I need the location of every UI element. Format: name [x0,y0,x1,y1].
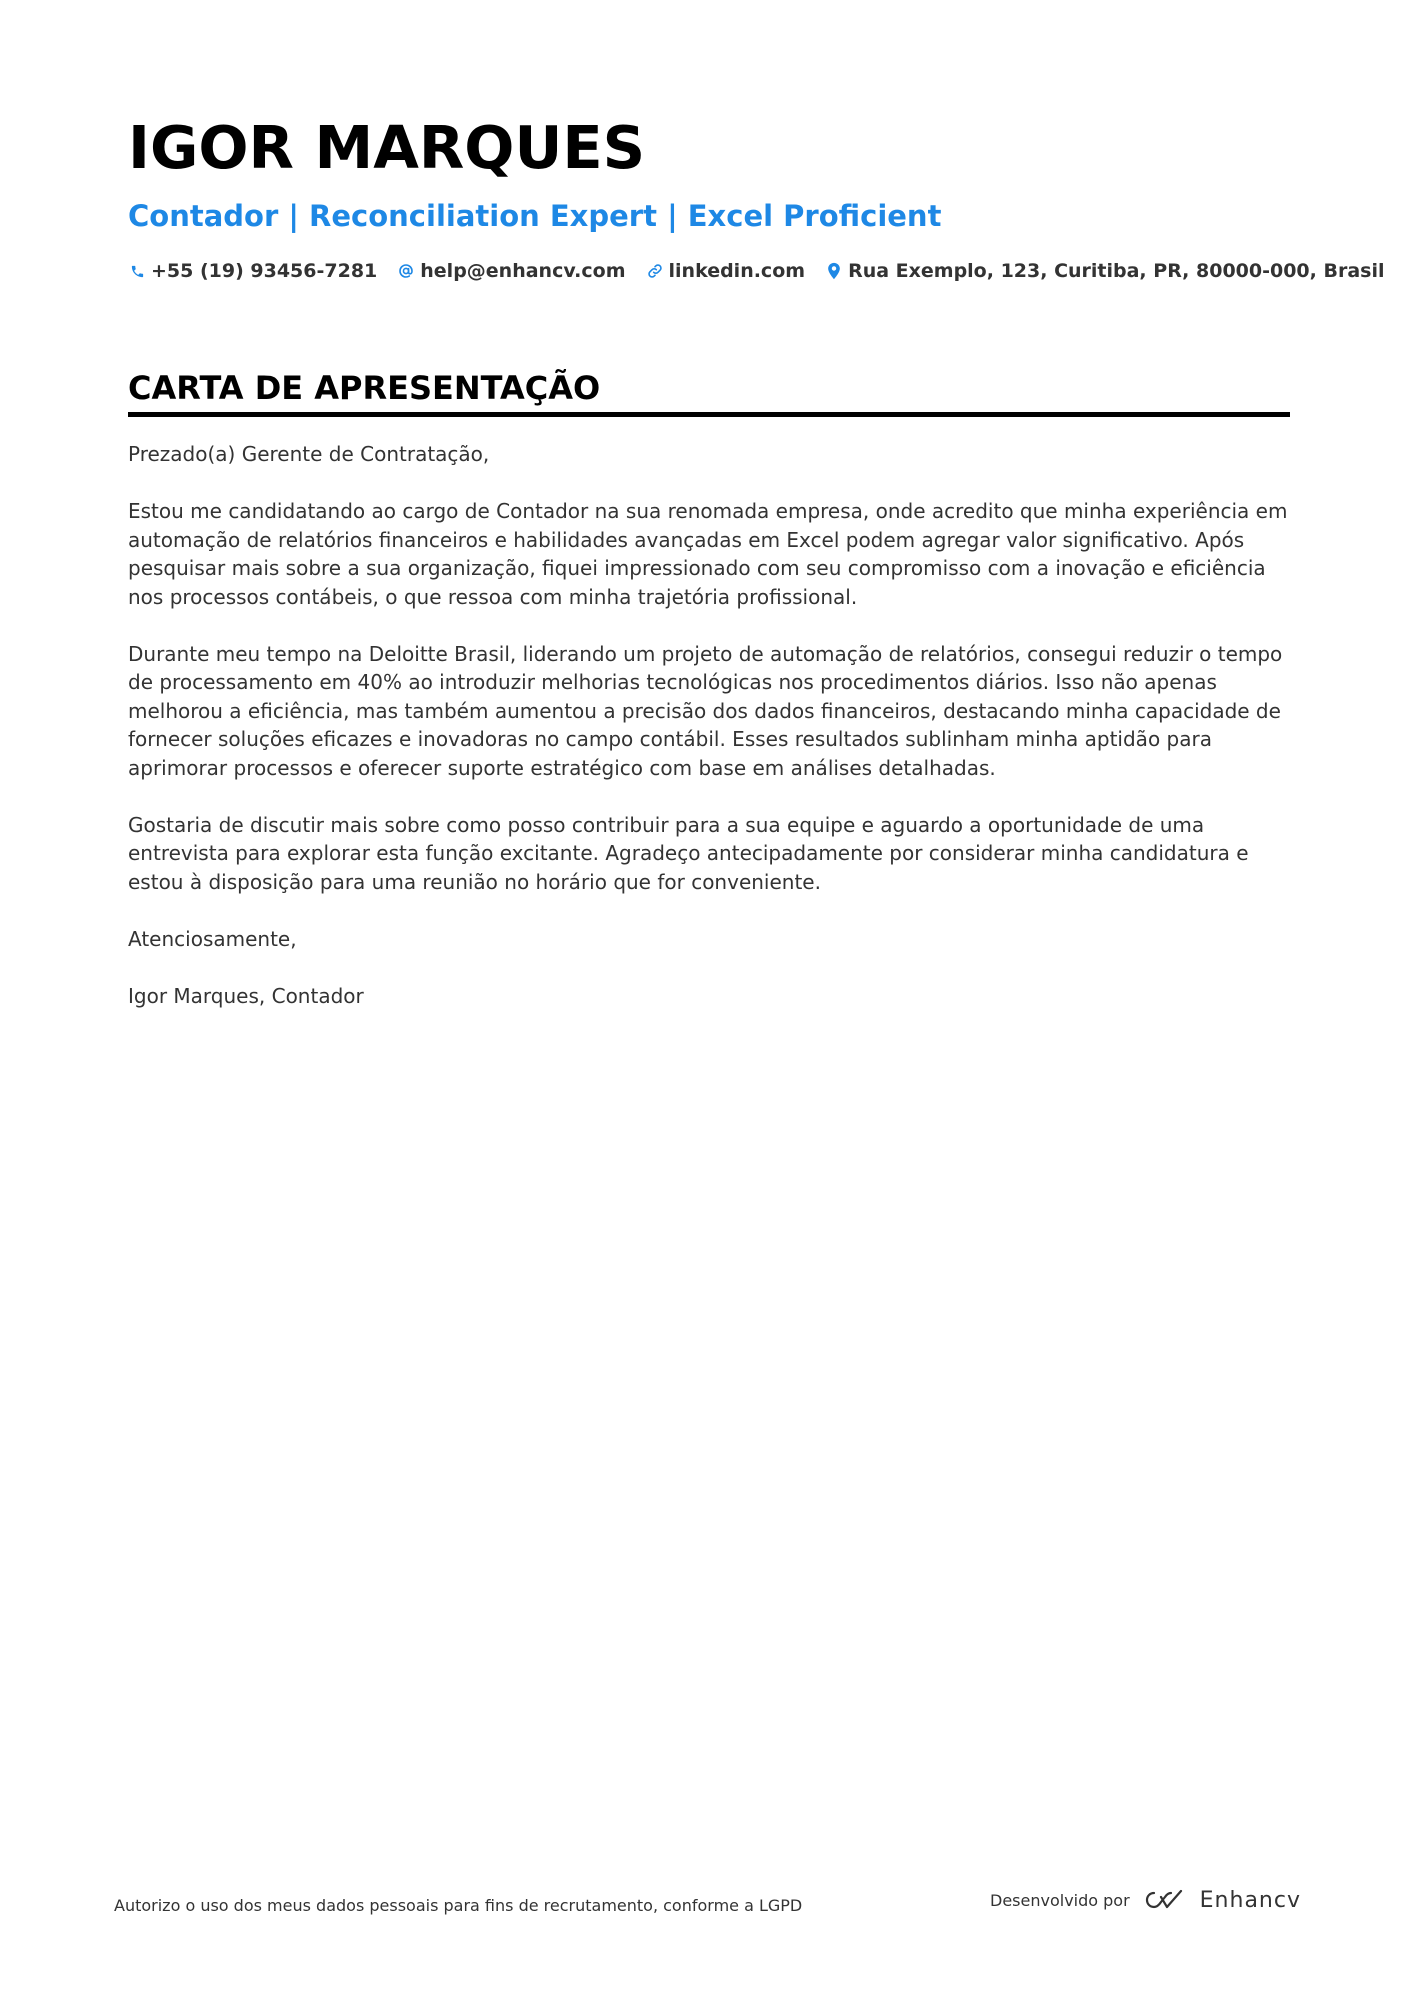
link-icon [646,260,664,282]
at-icon [397,260,415,282]
candidate-subtitle: Contador | Reconciliation Expert | Excel Proficient [128,199,942,233]
contact-bar [128,258,1385,284]
contact-email [397,258,625,284]
paragraph-2: Durante meu tempo na Deloitte Brasil, liderando um projeto de automação de relatórios, consegui reduzir o tempo de processamento em 40% ao introduzir melhorias tecnológicas nos procedimentos diários. Isso não apenas melhorou a eficiência, mas também aumentou a precisão dos dados financeiros, destacando minha capacidade de fornecer soluções eficazes e inovadoras no campo contábil. Esses resultados sublinham minha aptidão para aprimorar processos e oferecer suporte estratégico com base em análises detalhadas. [128,641,1283,780]
powered-by-label: Desenvolvido por [990,1890,1130,1910]
header [128,112,1385,284]
salutation: Prezado(a) Gerente de Contratação, [128,442,490,466]
consent-note: Autorizo o uso dos meus dados pessoais para fins de recrutamento, conforme a LGPD [114,1896,803,1915]
candidate-name: IGOR MARQUES [128,113,646,182]
closing: Atenciosamente, [128,926,297,951]
contact-phone [128,258,377,284]
signature: Igor Marques, Contador [128,983,364,1008]
email-link[interactable]: help@enhancv.com [420,260,626,282]
address-text: Rua Exemplo, 123, Curitiba, PR, 80000-000, Brasil [848,260,1385,282]
phone-text: +55 (19) 93456-7281 [151,260,378,282]
phone-icon [128,260,146,282]
paragraph-3: Gostaria de discutir mais sobre como posso contribuir para a sua equipe e aguardo a oportunidade de uma entrevista para explorar esta função excitante. Agradeço antecipadamente por considerar minha candidatura e estou à disposição para uma reunião no horário que for conveniente. [128,812,1249,894]
powered-by[interactable] [990,1880,1301,1920]
contact-linkedin [646,258,806,284]
enhancv-logo-icon [1142,1888,1188,1912]
letter-body [128,440,1290,1039]
paragraph-1: Estou me candidatando ao cargo de Contador na sua renomada empresa, onde acredito que minha experiência em automação de relatórios financeiros e habilidades avançadas em Excel podem agregar valor significativo. Após pesquisar mais sobre a sua organização, fiquei impressionado com seu compromisso com a inovação e eficiência nos processos contábeis, o que ressoa com minha trajetória profissional. [128,499,1288,609]
contact-address [825,258,1384,284]
enhancv-brand: Enhancv [1199,1887,1301,1913]
linkedin-link[interactable]: linkedin.com [668,260,806,282]
location-pin-icon [825,260,843,282]
section-title: CARTA DE APRESENTAÇÃO [128,366,1290,417]
